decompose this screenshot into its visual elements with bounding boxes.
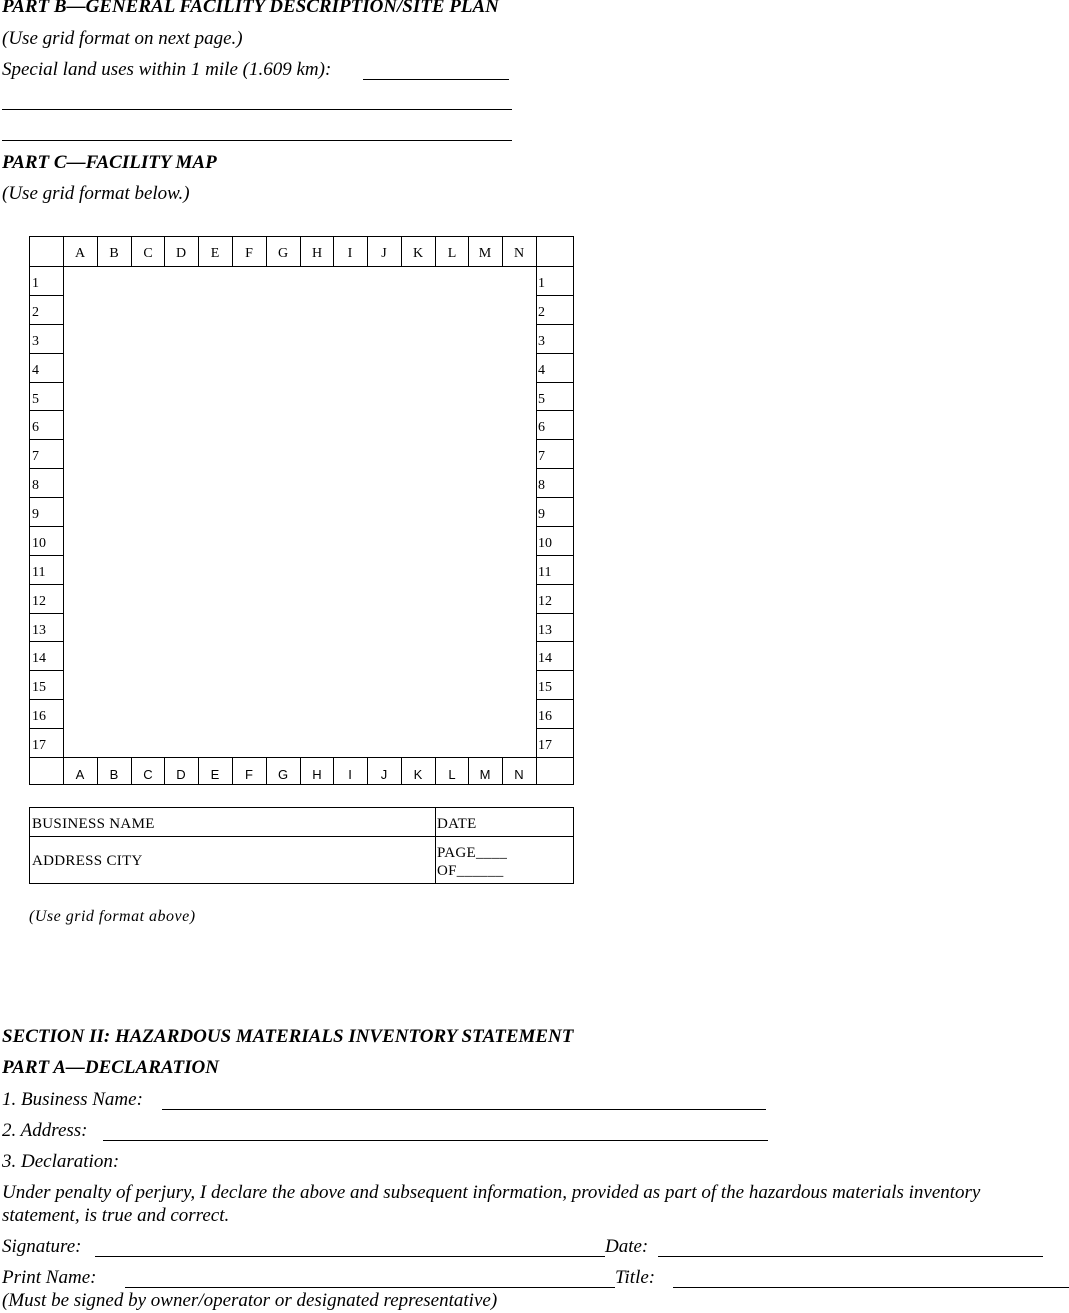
grid-column-header-bottom-f: F bbox=[245, 767, 253, 782]
grid-column-header-top-l: L bbox=[447, 246, 457, 261]
grid-row-label-right-7: 7 bbox=[538, 449, 545, 464]
grid-row-label-right-17: 17 bbox=[538, 738, 552, 753]
print-name-label: Print Name: bbox=[2, 1267, 97, 1288]
grid-row-label-left-17: 17 bbox=[32, 738, 46, 753]
grid-row-label-left-14: 14 bbox=[32, 651, 46, 666]
grid-row-label-right-3: 3 bbox=[538, 334, 545, 349]
grid-column-header-bottom-n: N bbox=[514, 767, 524, 782]
grid-row-label-right-11: 11 bbox=[538, 565, 552, 580]
grid-row-label-left-10: 10 bbox=[32, 536, 46, 551]
grid-column-header-bottom-a: A bbox=[75, 767, 85, 782]
land-uses-field-line-3[interactable] bbox=[2, 140, 512, 141]
grid-column-header-top-j: J bbox=[381, 246, 387, 261]
grid-row-label-right-6: 6 bbox=[538, 420, 545, 435]
grid-column-header-bottom-d: D bbox=[176, 767, 186, 782]
grid-row-label-left-12: 12 bbox=[32, 594, 46, 609]
signature-label: Signature: bbox=[2, 1236, 82, 1257]
page-of-label: OF______ bbox=[437, 863, 504, 879]
grid-row-label-left-8: 8 bbox=[32, 478, 39, 493]
business-name-field-line[interactable] bbox=[162, 1109, 766, 1110]
grid-row-label-right-9: 9 bbox=[538, 507, 545, 522]
grid-column-header-bottom-m: M bbox=[479, 767, 491, 782]
grid-row-label-right-2: 2 bbox=[538, 305, 545, 320]
part-c-instruction: (Use grid format below.) bbox=[2, 183, 190, 204]
business-name-field-label: 1. Business Name: bbox=[2, 1089, 143, 1110]
grid-column-header-top-n: N bbox=[513, 246, 525, 261]
grid-column-header-top-m: M bbox=[478, 246, 492, 261]
date-label: DATE bbox=[437, 816, 477, 832]
grid-row-label-left-3: 3 bbox=[32, 334, 39, 349]
grid-row-label-right-5: 5 bbox=[538, 392, 545, 407]
title-block bbox=[29, 807, 574, 884]
title-field-line[interactable] bbox=[673, 1287, 1069, 1288]
address-city-label: ADDRESS CITY bbox=[32, 853, 143, 869]
grid-column-header-top-f: F bbox=[245, 246, 253, 261]
land-uses-field-line-2[interactable] bbox=[2, 109, 512, 110]
grid-row-label-left-11: 11 bbox=[32, 565, 46, 580]
grid-row-label-left-5: 5 bbox=[32, 392, 39, 407]
grid-row-label-left-6: 6 bbox=[32, 420, 39, 435]
grid-row-label-left-16: 16 bbox=[32, 709, 46, 724]
section-ii-heading: SECTION II: HAZARDOUS MATERIALS INVENTORY STATEMENT bbox=[2, 1026, 574, 1047]
grid-column-header-bottom-k: K bbox=[413, 767, 423, 782]
grid-row-label-right-10: 10 bbox=[538, 536, 552, 551]
grid-column-header-top-e: E bbox=[210, 246, 220, 261]
grid-row-label-left-2: 2 bbox=[32, 305, 39, 320]
address-field-line[interactable] bbox=[103, 1140, 768, 1141]
title-field-label: Title: bbox=[615, 1267, 656, 1288]
part-a-heading: PART A—DECLARATION bbox=[2, 1057, 219, 1078]
grid-row-label-right-8: 8 bbox=[538, 478, 545, 493]
grid-row-label-right-15: 15 bbox=[538, 680, 552, 695]
grid-column-header-top-b: B bbox=[109, 246, 119, 261]
grid-column-header-bottom-e: E bbox=[210, 767, 220, 782]
declaration-label: 3. Declaration: bbox=[2, 1151, 120, 1172]
grid-row-label-right-1: 1 bbox=[538, 276, 545, 291]
grid-column-header-bottom-j: J bbox=[380, 767, 388, 782]
grid-column-header-bottom-i: I bbox=[348, 767, 352, 782]
date-field-label: Date: bbox=[605, 1236, 649, 1257]
grid-row-label-left-13: 13 bbox=[32, 623, 46, 638]
grid-row-label-right-14: 14 bbox=[538, 651, 552, 666]
business-name-label: BUSINESS NAME bbox=[32, 816, 155, 832]
land-uses-field-line-1[interactable] bbox=[363, 79, 509, 80]
grid-column-header-top-k: K bbox=[412, 246, 424, 261]
grid-row-label-left-15: 15 bbox=[32, 680, 46, 695]
grid-column-header-top-a: A bbox=[74, 246, 86, 261]
grid-row-label-right-13: 13 bbox=[538, 623, 552, 638]
signature-footnote: (Must be signed by owner/operator or designated representative) bbox=[2, 1290, 498, 1311]
signature-field-line[interactable] bbox=[95, 1256, 605, 1257]
grid-row-label-left-7: 7 bbox=[32, 449, 39, 464]
grid-column-header-top-h: H bbox=[311, 246, 323, 261]
grid-row-label-left-9: 9 bbox=[32, 507, 39, 522]
grid-column-header-bottom-b: B bbox=[109, 767, 119, 782]
grid-column-header-bottom-c: C bbox=[143, 767, 153, 782]
part-c-heading: PART C—FACILITY MAP bbox=[2, 152, 217, 173]
declaration-text-line-1: Under penalty of perjury, I declare the above and subsequent information, provided as part of the hazardous materials inventory bbox=[2, 1182, 981, 1203]
grid-row-label-right-4: 4 bbox=[538, 363, 545, 378]
declaration-text-line-2: statement, is true and correct. bbox=[2, 1205, 230, 1226]
grid-column-header-bottom-h: H bbox=[312, 767, 322, 782]
grid-row-label-right-16: 16 bbox=[538, 709, 552, 724]
grid-column-header-bottom-g: G bbox=[277, 767, 289, 782]
grid-row-label-left-1: 1 bbox=[32, 276, 39, 291]
grid-note: (Use grid format above) bbox=[29, 908, 196, 925]
address-field-label: 2. Address: bbox=[2, 1120, 88, 1141]
page-label: PAGE____ bbox=[437, 845, 508, 861]
grid-row-label-left-4: 4 bbox=[32, 363, 39, 378]
date-field-line[interactable] bbox=[658, 1256, 1043, 1257]
grid-column-header-top-g: G bbox=[277, 246, 289, 261]
grid-column-header-bottom-l: L bbox=[448, 767, 456, 782]
part-b-heading: PART B—GENERAL FACILITY DESCRIPTION/SITE PLAN bbox=[2, 0, 499, 17]
grid-column-header-top-i: I bbox=[347, 246, 353, 261]
land-uses-label: Special land uses within 1 mile (1.609 km): bbox=[2, 59, 332, 80]
grid-row-label-right-12: 12 bbox=[538, 594, 552, 609]
facility-map-grid[interactable] bbox=[29, 236, 574, 785]
grid-column-header-top-d: D bbox=[175, 246, 187, 261]
grid-column-header-top-c: C bbox=[143, 246, 153, 261]
print-name-field-line[interactable] bbox=[125, 1287, 615, 1288]
part-b-instruction: (Use grid format on next page.) bbox=[2, 28, 243, 49]
